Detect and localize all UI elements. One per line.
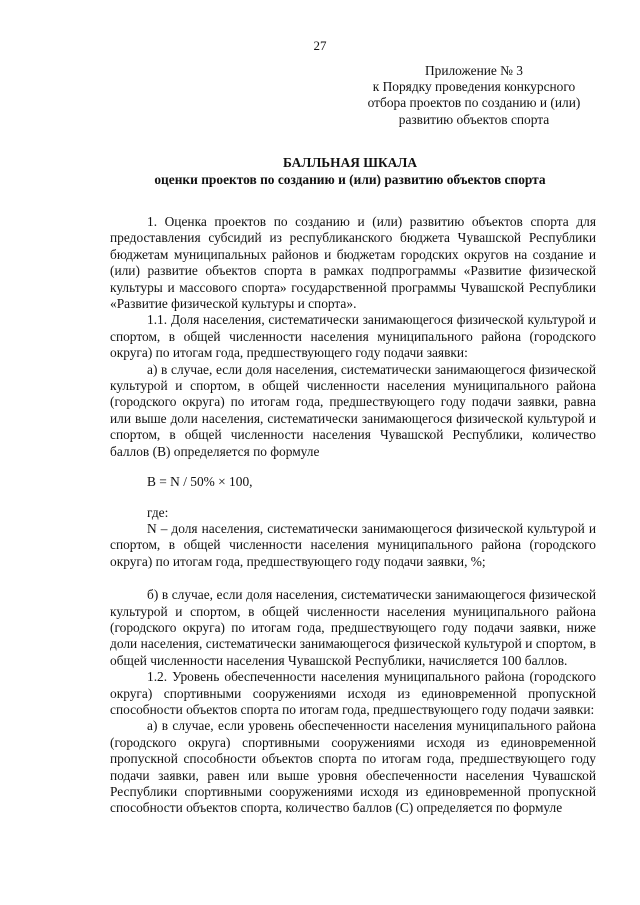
- heading-title: БАЛЛЬНАЯ ШКАЛА: [283, 155, 417, 170]
- appendix-line-3: отбора проектов по созданию и (или): [367, 95, 581, 111]
- paragraph-n-definition: N – доля населения, систематически занимающегося физической культурой и спортом, в общей численности населения муниципального района (городского округа) по итогам года, предшествующего году подачи заявки, %;: [110, 520, 596, 569]
- paragraph-1: 1. Оценка проектов по созданию и (или) развитию объектов спорта для предоставления субсидий из республиканского бюджета Чувашской Республики бюджетам муниципальных районов и бюджетам городских округов на создание и (или) развитие объектов спорта в рамках подпрограммы «Развитие физической культуры и массового спорта» государственной программы Чувашской Республики «Развитие физической культуры и спорта».: [110, 214, 596, 312]
- document-heading: [110, 154, 590, 188]
- page-number: 27: [313, 38, 327, 53]
- document-body: [110, 214, 596, 817]
- formula-b: В = N / 50% × 100,: [147, 474, 253, 490]
- appendix-line-1: Приложение № 3: [424, 63, 524, 78]
- paragraph-1-2-a: а) в случае, если уровень обеспеченности населения муниципального района (городского округа) спортивными сооружениями исходя из единовременной пропускной способности объектов спорта по итогам года, предшествующего году подачи заявки, равен или выше уровня обеспеченности населения Чувашской Республики спортивными сооружениями исходя из единовременной пропускной способности объектов спорта, количество баллов (С) определяется по формуле: [110, 718, 596, 816]
- appendix-line-4: развитию объектов спорта: [398, 111, 550, 127]
- paragraph-1-1: 1.1. Доля населения, систематически занимающегося физической культурой и спортом, в общей численности населения муниципального района (городского округа) по итогам года, предшествующего году подачи заявки:: [110, 312, 596, 361]
- paragraph-1-1-b: б) в случае, если доля населения, систематически занимающегося физической культурой и спортом, в общей численности населения муниципального района (городского округа) по итогам года, предшествующего году подачи заявки, ниже доли населения, систематически занимающегося физической культурой и спортом, в общей численности населения Чувашской Республики, начисляется 100 баллов.: [110, 587, 596, 668]
- paragraph-1-1-a: а) в случае, если доля населения, систематически занимающегося физической культурой и спортом, в общей численности населения муниципального района (городского округа) по итогам года, предшествующего году подачи заявки, равна или выше доли населения, систематически занимающегося физической культурой и спортом, в общей численности населения Чувашской Республики, количество баллов (В) определяется по формуле: [110, 361, 596, 459]
- where-label: где:: [147, 504, 169, 520]
- appendix-block: [360, 63, 588, 128]
- appendix-line-2: к Порядку проведения конкурсного: [372, 79, 576, 95]
- spacer: [110, 570, 596, 587]
- heading-subtitle: оценки проектов по созданию и (или) развитию объектов спорта: [154, 172, 546, 187]
- paragraph-1-2: 1.2. Уровень обеспеченности населения муниципального района (городского округа) спортивными сооружениями исходя из единовременной пропускной способности объектов спорта по итогам года, предшествующего году подачи заявки:: [110, 669, 596, 717]
